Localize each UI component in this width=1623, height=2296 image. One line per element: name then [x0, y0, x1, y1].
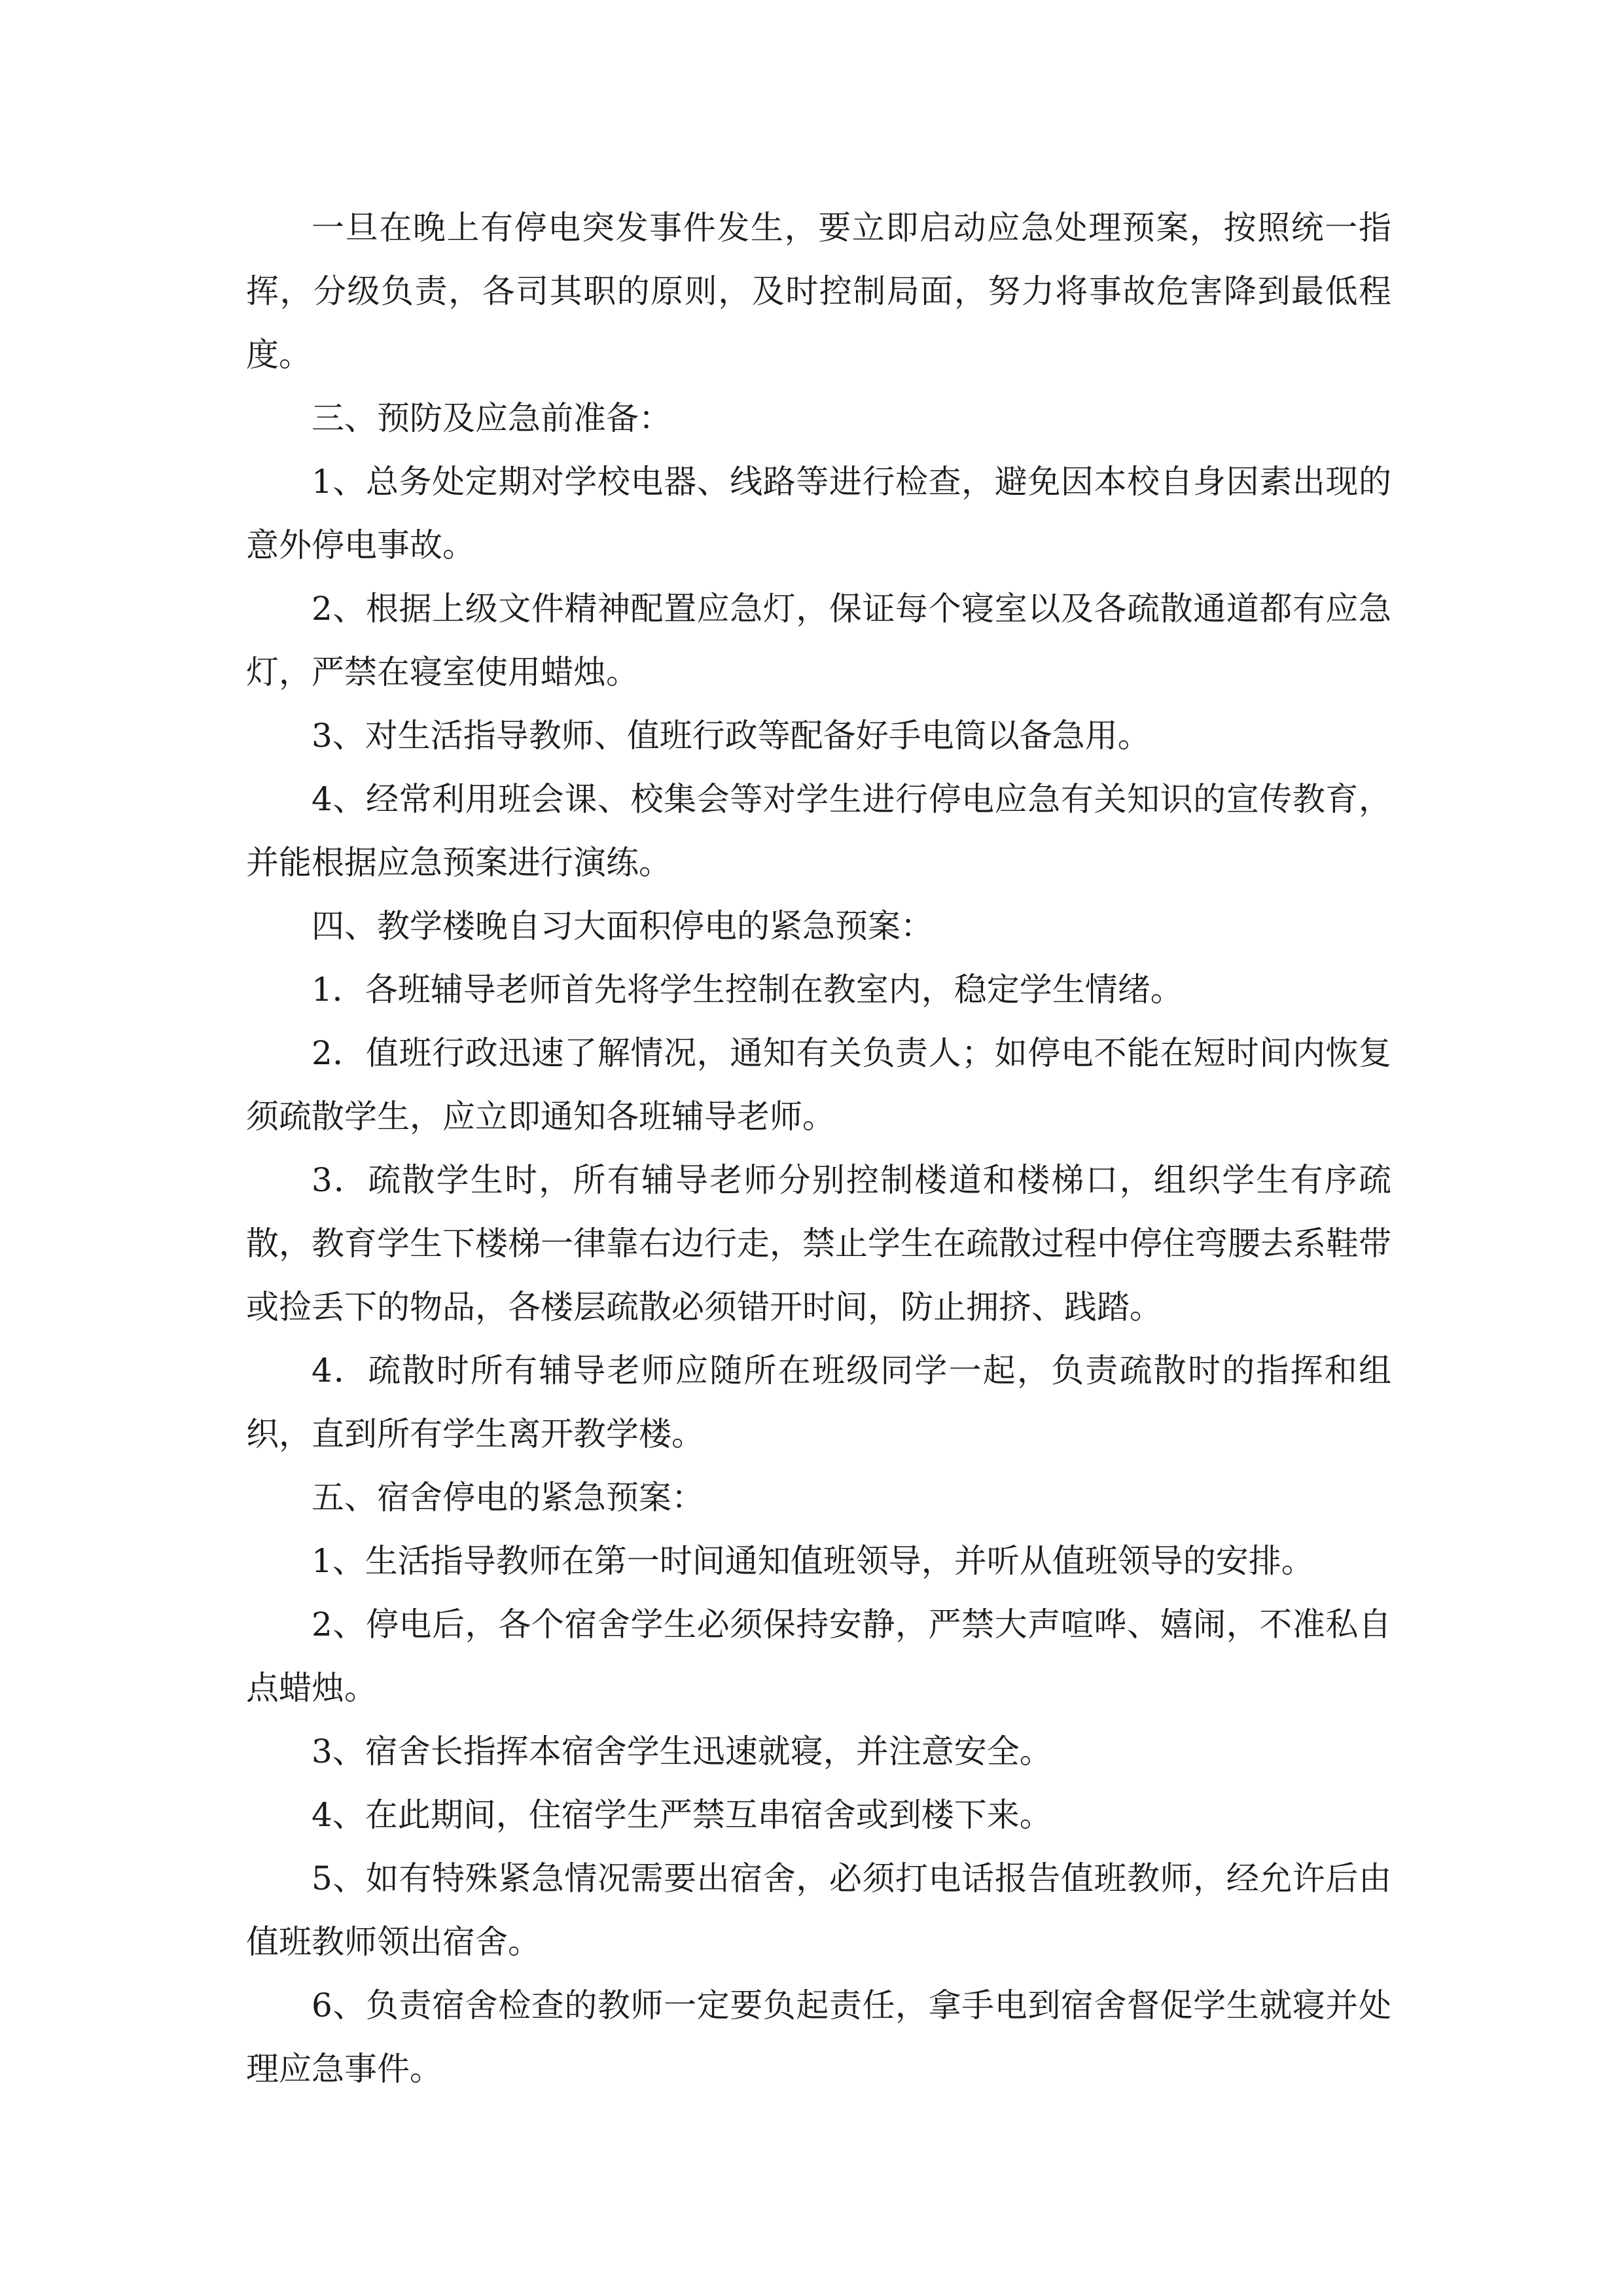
paragraph-prevention-1: 1、总务处定期对学校电器、线路等进行检查，避免因本校自身因素出现的意外停电事故。	[246, 463, 1391, 564]
paragraph-teaching-building-2: 2．值班行政迅速了解情况，通知有关负责人；如停电不能在短时间内恢复须疏散学生，应立即通知各班辅导老师。	[246, 1034, 1391, 1136]
paragraph-intro: 一旦在晚上有停电突发事件发生，要立即启动应急处理预案，按照统一指挥，分级负责，各司其职的原则，及时控制局面，努力将事故危害降到最低程度。	[246, 209, 1391, 374]
paragraph-teaching-building-4: 4．疏散时所有辅导老师应随所在班级同学一起，负责疏散时的指挥和组织，直到所有学生离开教学楼。	[246, 1352, 1391, 1453]
paragraph-prevention-3: 3、对生活指导教师、值班行政等配备好手电筒以备急用。	[312, 717, 1150, 755]
paragraph-prevention-4: 4、经常利用班会课、校集会等对学生进行停电应急有关知识的宣传教育，并能根据应急预案进行演练。	[246, 780, 1391, 882]
paragraph-dormitory-3: 3、宿舍长指挥本宿舍学生迅速就寝，并注意安全。	[312, 1732, 1052, 1770]
paragraph-prevention-2: 2、根据上级文件精神配置应急灯，保证每个寝室以及各疏散通道都有应急灯，严禁在寝室使用蜡烛。	[246, 590, 1391, 691]
paragraph-teaching-building-1: 1．各班辅导老师首先将学生控制在教室内，稳定学生情绪。	[312, 971, 1183, 1009]
document-body	[246, 196, 1391, 2101]
paragraph-dormitory-4: 4、在此期间，住宿学生严禁互串宿舍或到楼下来。	[312, 1796, 1052, 1834]
paragraph-dormitory-1: 1、生活指导教师在第一时间通知值班领导，并听从值班领导的安排。	[312, 1542, 1314, 1580]
paragraph-dormitory-6: 6、负责宿舍检查的教师一定要负起责任，拿手电到宿舍督促学生就寝并处理应急事件。	[246, 1986, 1391, 2088]
section-heading-dormitory: 五、宿舍停电的紧急预案：	[312, 1479, 704, 1516]
section-heading-prevention: 三、预防及应急前准备：	[312, 399, 671, 437]
paragraph-dormitory-5: 5、如有特殊紧急情况需要出宿舍，必须打电话报告值班教师，经允许后由值班教师领出宿舍。	[246, 1859, 1391, 1961]
paragraph-teaching-building-3: 3．疏散学生时，所有辅导老师分别控制楼道和楼梯口，组织学生有序疏散，教育学生下楼梯一律靠右边行走，禁止学生在疏散过程中停住弯腰去系鞋带或捡丢下的物品，各楼层疏散必须错开时间，防止拥挤、践踏。	[246, 1161, 1391, 1326]
paragraph-dormitory-2: 2、停电后，各个宿舍学生必须保持安静，严禁大声喧哗、嬉闹，不准私自点蜡烛。	[246, 1605, 1391, 1707]
section-heading-teaching-building: 四、教学楼晚自习大面积停电的紧急预案：	[312, 907, 933, 945]
